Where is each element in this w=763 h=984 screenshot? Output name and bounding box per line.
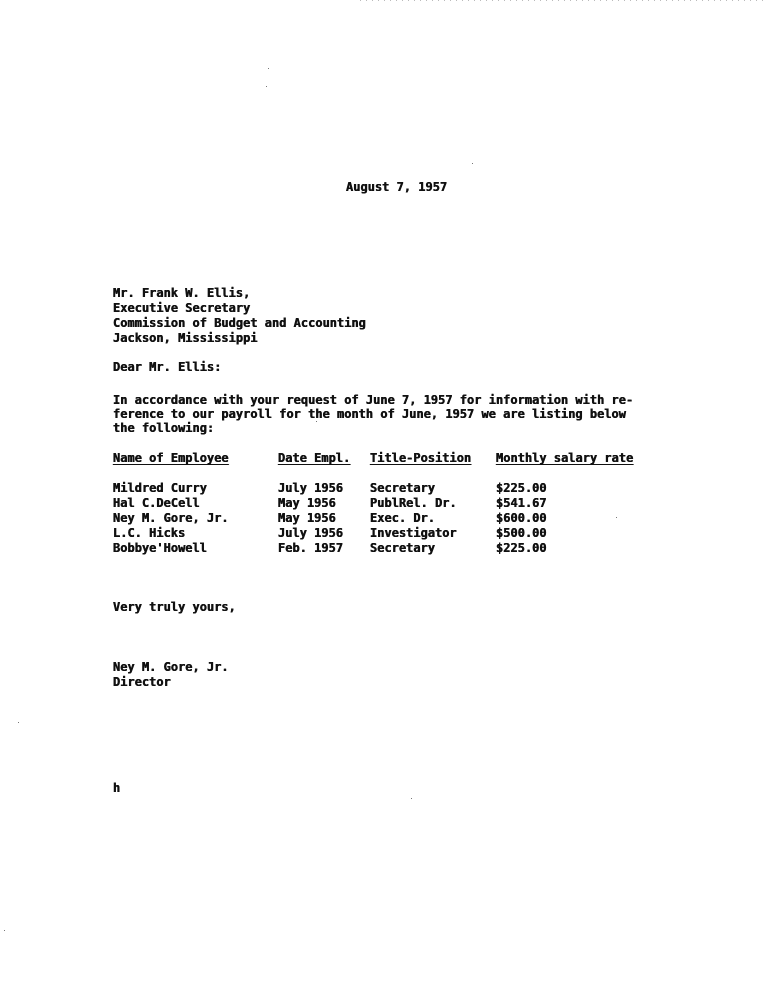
row-employee-name: Mildred Curry — [113, 481, 207, 495]
row-title-position: Secretary — [370, 541, 436, 555]
recipient-title: Executive Secretary — [113, 301, 251, 315]
recipient-organization: Commission of Budget and Accounting — [113, 316, 366, 330]
header-date-employed: Date Empl. — [278, 451, 351, 465]
scan-speck — [268, 68, 269, 69]
row-title-position: Secretary — [370, 481, 436, 495]
letter-body — [113, 393, 633, 435]
body-line: In accordance with your request of June 7, 1957 for information with re- — [113, 393, 634, 407]
scan-speck — [18, 722, 19, 723]
header-monthly-salary: Monthly salary rate — [496, 451, 634, 465]
row-monthly-salary: $541.67 — [496, 496, 547, 510]
row-employee-name: Bobbye'Howell — [113, 541, 207, 555]
scan-speck — [472, 163, 473, 164]
row-date-employed: May 1956 — [278, 496, 336, 510]
body-line: ference to our payroll for the month of June, 1957 we are listing below — [113, 407, 626, 421]
scan-speck — [4, 930, 5, 931]
header-title-position: Title-Position — [370, 451, 472, 465]
row-date-employed: Feb. 1957 — [278, 541, 344, 555]
row-employee-name: Ney M. Gore, Jr. — [113, 511, 229, 525]
row-monthly-salary: $225.00 — [496, 541, 547, 555]
row-monthly-salary: $600.00 — [496, 511, 547, 525]
row-title-position: Investigator — [370, 526, 457, 540]
body-line: the following: — [113, 421, 215, 435]
recipient-name: Mr. Frank W. Ellis, — [113, 286, 251, 300]
letter-date: August 7, 1957 — [346, 180, 448, 194]
row-date-employed: July 1956 — [278, 526, 344, 540]
row-monthly-salary: $225.00 — [496, 481, 547, 495]
closing: Very truly yours, — [113, 600, 236, 614]
scan-speck — [616, 517, 617, 518]
salutation: Dear Mr. Ellis: — [113, 360, 222, 374]
row-monthly-salary: $500.00 — [496, 526, 547, 540]
scan-speck — [411, 798, 412, 799]
row-title-position: PublRel. Dr. — [370, 496, 457, 510]
header-employee-name: Name of Employee — [113, 451, 229, 465]
scan-edge-dots — [360, 0, 763, 1]
row-employee-name: Hal C.DeCell — [113, 496, 200, 510]
scan-speck — [316, 421, 317, 422]
row-title-position: Exec. Dr. — [370, 511, 436, 525]
signatory-title: Director — [113, 675, 171, 689]
scan-speck — [266, 86, 267, 87]
typist-initials: h — [113, 781, 121, 795]
row-date-employed: May 1956 — [278, 511, 336, 525]
row-date-employed: July 1956 — [278, 481, 344, 495]
signatory-name: Ney M. Gore, Jr. — [113, 660, 229, 674]
row-employee-name: L.C. Hicks — [113, 526, 186, 540]
recipient-location: Jackson, Mississippi — [113, 331, 258, 345]
